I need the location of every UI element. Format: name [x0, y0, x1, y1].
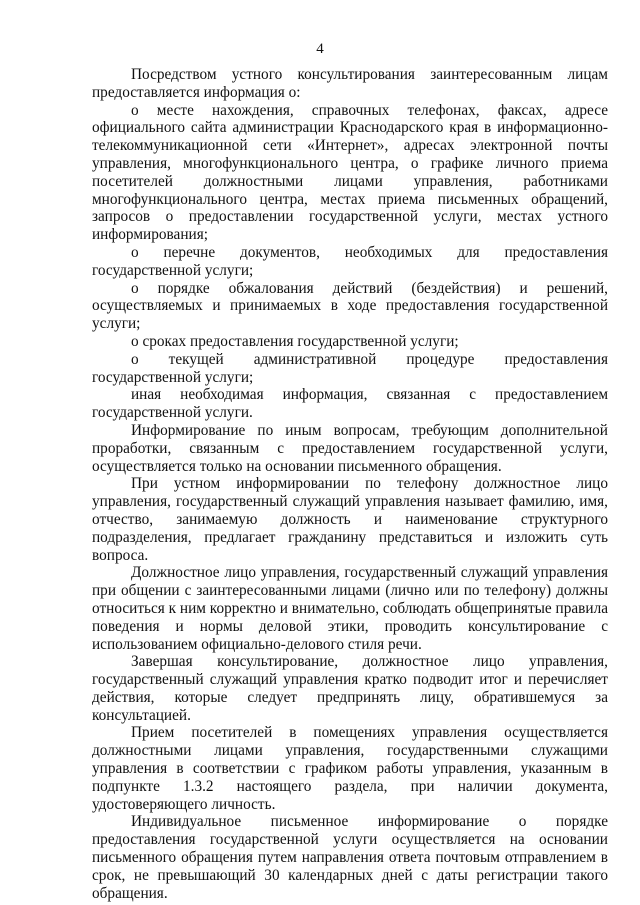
paragraph: Завершая консультирование, должностное лицо управления, государственный служащий управления кратко подводит итог и перечисляет действия, которые следует предпринять лицу, обратившемуся за консультацией. — [92, 653, 608, 724]
page-number: 4 — [316, 41, 324, 57]
paragraph: о текущей административной процедуре предоставления государственной услуги; — [92, 350, 608, 386]
paragraph: о порядке обжалования действий (бездействия) и решений, осуществляемых и принимаемых в ходе предоставления государственной услуги; — [92, 279, 608, 333]
paragraph: Посредством устного консультирования заинтересованным лицам предоставляется информация о: — [92, 66, 608, 101]
paragraph: о месте нахождения, справочных телефонах, факсах, адресе официального сайта администрации Краснодарского края в информационно-телекоммуникационной сети «Интернет», адресах электронной почты управления, многофункционального центра, о графике личного приема посетителей должностными лицами управления, работниками многофункционального центра, местах приема письменных обращений, запросов о предоставлении государственной услуги, местах устного информирования; — [92, 101, 608, 244]
paragraph: Индивидуальное письменное информирование о порядке предоставления государственной услуги осуществляется на основании письменного обращения путем направления ответа почтовым отправлением в срок, не превышающий 30 календарных дней с даты регистрации такого обращения. — [92, 813, 608, 902]
paragraph: Прием посетителей в помещениях управления осуществляется должностными лицами управления, государственными служащими управления в соответствии с графиком работы управления, указанным в подпункте 1.3.2 настоящего раздела, при наличии документа, удостоверяющего личность. — [92, 724, 608, 813]
paragraph: иная необходимая информация, связанная с предоставлением государственной услуги. — [92, 386, 608, 422]
paragraph: о перечне документов, необходимых для предоставления государственной услуги; — [92, 243, 608, 279]
paragraph: Информирование по иным вопросам, требующим дополнительной проработки, связанным с предоставлением государственной услуги, осуществляется только на основании письменного обращения. — [92, 421, 608, 475]
document-body — [92, 66, 608, 902]
paragraph: Должностное лицо управления, государственный служащий управления при общении с заинтересованными лицами (лично или по телефону) должны относиться к ним корректно и внимательно, соблюдать общепринятые правила поведения и нормы деловой этики, проводить консультирование с использованием официально-делового стиля речи. — [92, 564, 608, 653]
paragraph: о сроках предоставления государственной услуги; — [131, 332, 459, 350]
paragraph: При устном информировании по телефону должностное лицо управления, государственный служащий управления называет фамилию, имя, отчество, занимаемую должность и наименование структурного подразделения, предлагает гражданину представиться и изложить суть вопроса. — [92, 475, 608, 564]
